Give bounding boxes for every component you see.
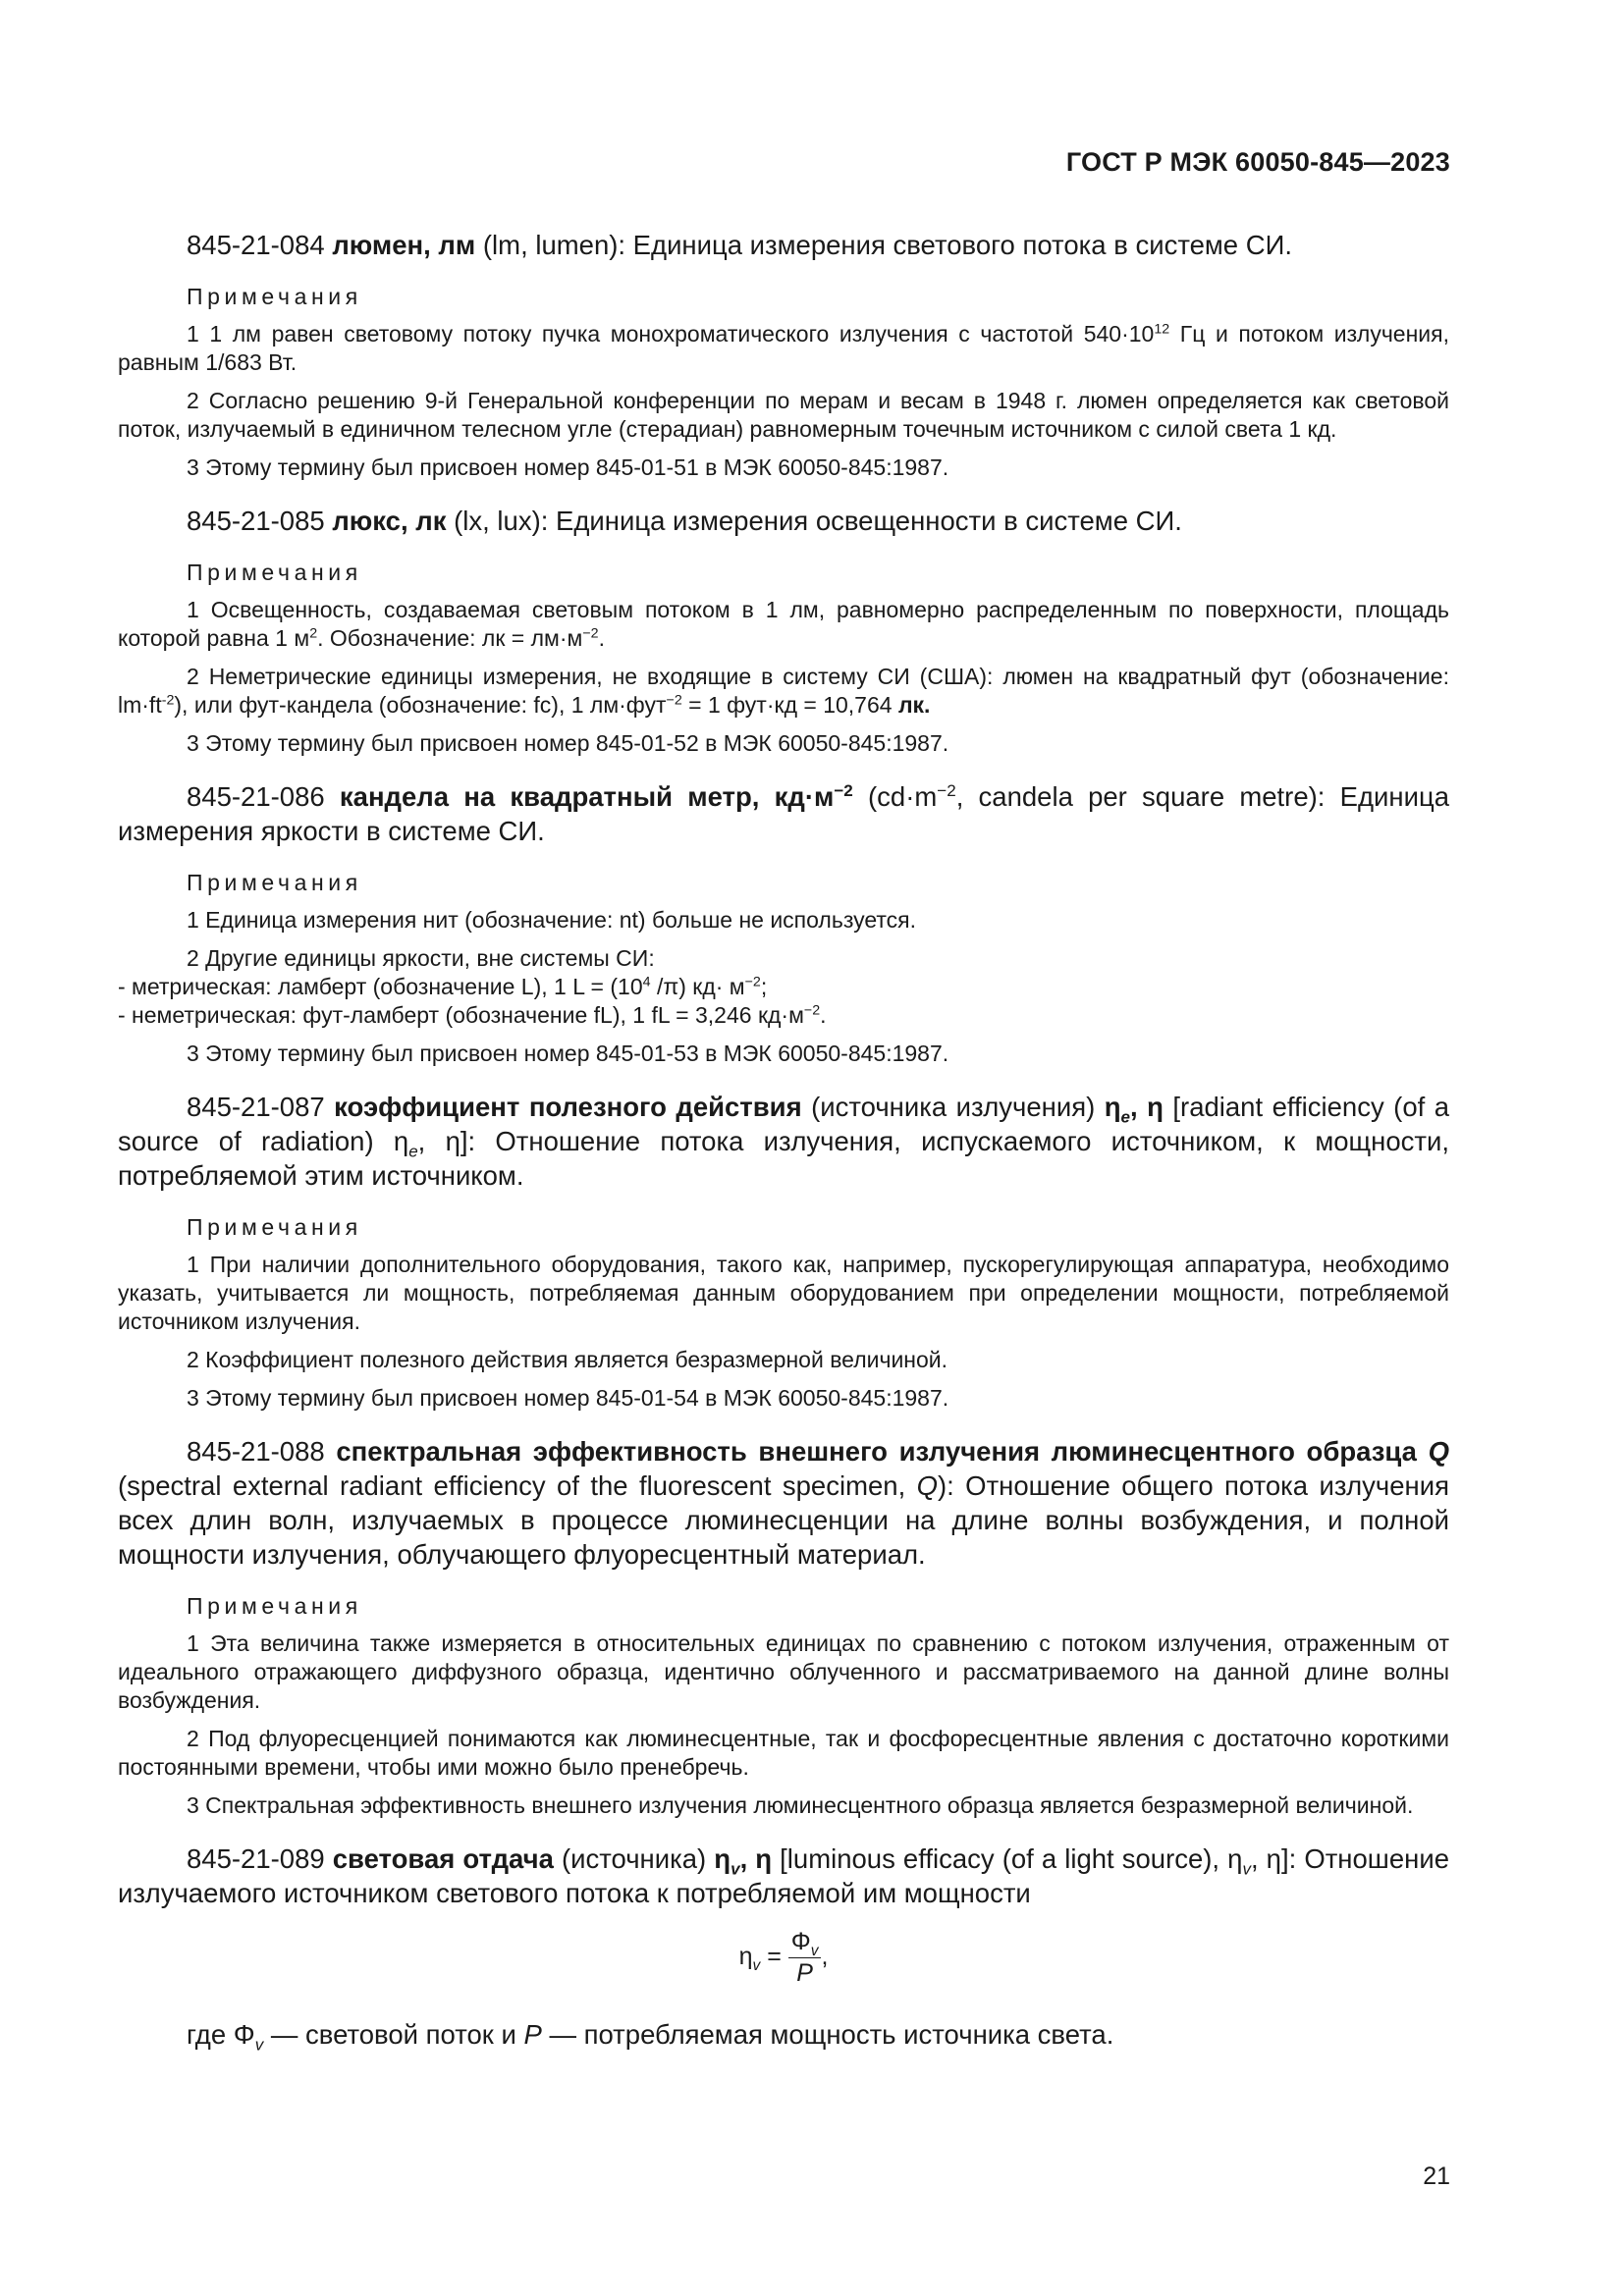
page-number: 21 <box>1423 2163 1450 2190</box>
notes-title: Примечания <box>187 1214 362 1240</box>
note: 1 1 лм равен световому потоку пучка монохроматического излучения с частотой $540\cdot 10^{12}$ Гц и потоком излучения, равным 1/683 Вт. <box>118 321 1449 375</box>
note: 3 Этому термину был присвоен номер 845-01-53 в МЭК 60050-845:1987. <box>187 1041 949 1066</box>
note: 1 Эта величина также измеряется в относительных единицах по сравнению с потоком излучения, отраженным от идеального отражающего диффузного образца, идентично облученного и рассматриваемого на данной длине волны возбуждения. <box>118 1630 1449 1713</box>
note: 1 Единица измерения нит (обозначение: nt) больше не используется. <box>187 907 917 933</box>
note: 2 Под флуоресценцией понимаются как люминесцентные, так и фосфоресцентные явления с достаточно короткими постоянными времени, чтобы ими можно было пренебречь. <box>118 1726 1449 1780</box>
fraction: $\frac{\Phi_v}{P}$ <box>788 1928 822 1988</box>
note-dash-item: - неметрическая: фут-ламберт (обозначение fL), 1 fL = 3,246 $кд\cdot м^{-2}$. <box>118 1002 827 1028</box>
note: 3 Этому термину был присвоен номер 845-01-54 в МЭК 60050-845:1987. <box>187 1385 949 1411</box>
term-name: кандела на квадратный метр, $кд\cdot м^{-2}$ <box>339 780 853 812</box>
term-845-21-088: 845-21-088 спектральная эффективность внешнего излучения люминесцентного образца Q (spectral external radiant efficiency of the fluorescent specimen, Q): Отношение общего потока излучения всех длин волн, излучаемых в процессе люминесценции на длине волны возбуждения, и полной мощности излучения, облучающего флуоресцентный материал. <box>118 1436 1449 1570</box>
document-header: ГОСТ Р МЭК 60050-845—2023 <box>1065 147 1450 177</box>
note: 2 Коэффициент полезного действия является безразмерной величиной. <box>187 1347 948 1372</box>
term-name: люкс, лк <box>332 506 447 536</box>
term-name: световая отдача <box>332 1843 554 1874</box>
term-845-21-084: 845-21-084 люмен, лм (lm, lumen): Единица измерения светового потока в системе СИ. <box>187 230 1293 260</box>
term-845-21-086: 845-21-086 кандела на квадратный метр, $кд\cdot м^{-2}$ ($cd\cdot m^{-2}$, candela per square metre): Единица измерения яркости в системе СИ. <box>118 780 1449 846</box>
notes-title: Примечания <box>187 870 362 895</box>
term-845-21-089: 845-21-089 световая отдача (источника) $\eta_v$, η [luminous efficacy (of a light source), $\eta_v$, η]: Отношение излучаемого источником светового потока к потребляемой им мощности <box>118 1843 1449 1908</box>
note: 3 Спектральная эффективность внешнего излучения люминесцентного образца является безразмерной величиной. <box>187 1792 1414 1818</box>
term-symbol: $\eta_e$, η <box>1104 1092 1164 1127</box>
note: 3 Этому термину был присвоен номер 845-01-51 в МЭК 60050-845:1987. <box>187 454 949 480</box>
formula-luminous-efficacy: $\eta_v$ = $\frac{\Phi_v}{P}$ , <box>738 1928 829 1987</box>
note: 2 Согласно решению 9-й Генеральной конференции по мерам и весам в 1948 г. люмен определяется как световой поток, излучаемый в единичном телесном угле (стерадиан) равномерным точечным источником с силой света 1 кд. <box>118 388 1449 442</box>
note: 1 Освещенность, создаваемая световым потоком в 1 лм, равномерно распределенным по поверхности, площадь которой равна 1 $м^2$. Обозначение: лк = $лм\cdot м^{-2}$. <box>118 597 1449 651</box>
note: 2 Неметрические единицы измерения, не входящие в систему СИ (США): люмен на квадратный фут (обозначение: $lm\cdot ft^{-2}$), или фут-кандела (обозначение: fc), 1 лм·фут$^{-2}$ = 1 фут·кд = 10,764 лк. <box>118 664 1449 718</box>
term-845-21-085: 845-21-085 люкс, лк (lx, lux): Единица измерения освещенности в системе СИ. <box>187 506 1182 536</box>
formula-legend: где $\Phi_v$ — световой поток и P — потребляемая мощность источника света. <box>187 2019 1114 2055</box>
notes-title: Примечания <box>187 1593 362 1619</box>
term-name: люмен, лм <box>332 230 476 260</box>
note: 3 Этому термину был присвоен номер 845-01-52 в МЭК 60050-845:1987. <box>187 730 949 756</box>
note-dash-item: - метрическая: ламберт (обозначение L), 1 $L = (10^4$ /π) $кд\cdot м^{-2}$; <box>118 974 768 999</box>
term-name: коэффициент полезного действия <box>334 1092 802 1122</box>
term-symbol: $\eta_v$, η <box>714 1843 773 1879</box>
term-845-21-087: 845-21-087 коэффициент полезного действия (источника излучения) $\eta_e$, η [radiant efficiency (of a source of radiation) $\eta_e$, η]: Отношение потока излучения, испускаемого источником, к мощности, потребляемой этим источником. <box>118 1092 1450 1191</box>
note: 2 Другие единицы яркости, вне системы СИ: <box>187 945 655 971</box>
term-name: спектральная эффективность внешнего излучения люминесцентного образца Q <box>336 1436 1449 1467</box>
page-body <box>118 147 1450 2055</box>
note: 1 При наличии дополнительного оборудования, такого как, например, пускорегулирующая аппаратура, необходимо указать, учитывается ли мощность, потребляемая данным оборудованием при определении мощности, потребляемой источником излучения. <box>118 1252 1449 1334</box>
notes-title: Примечания <box>187 284 362 309</box>
notes-title: Примечания <box>187 560 362 585</box>
